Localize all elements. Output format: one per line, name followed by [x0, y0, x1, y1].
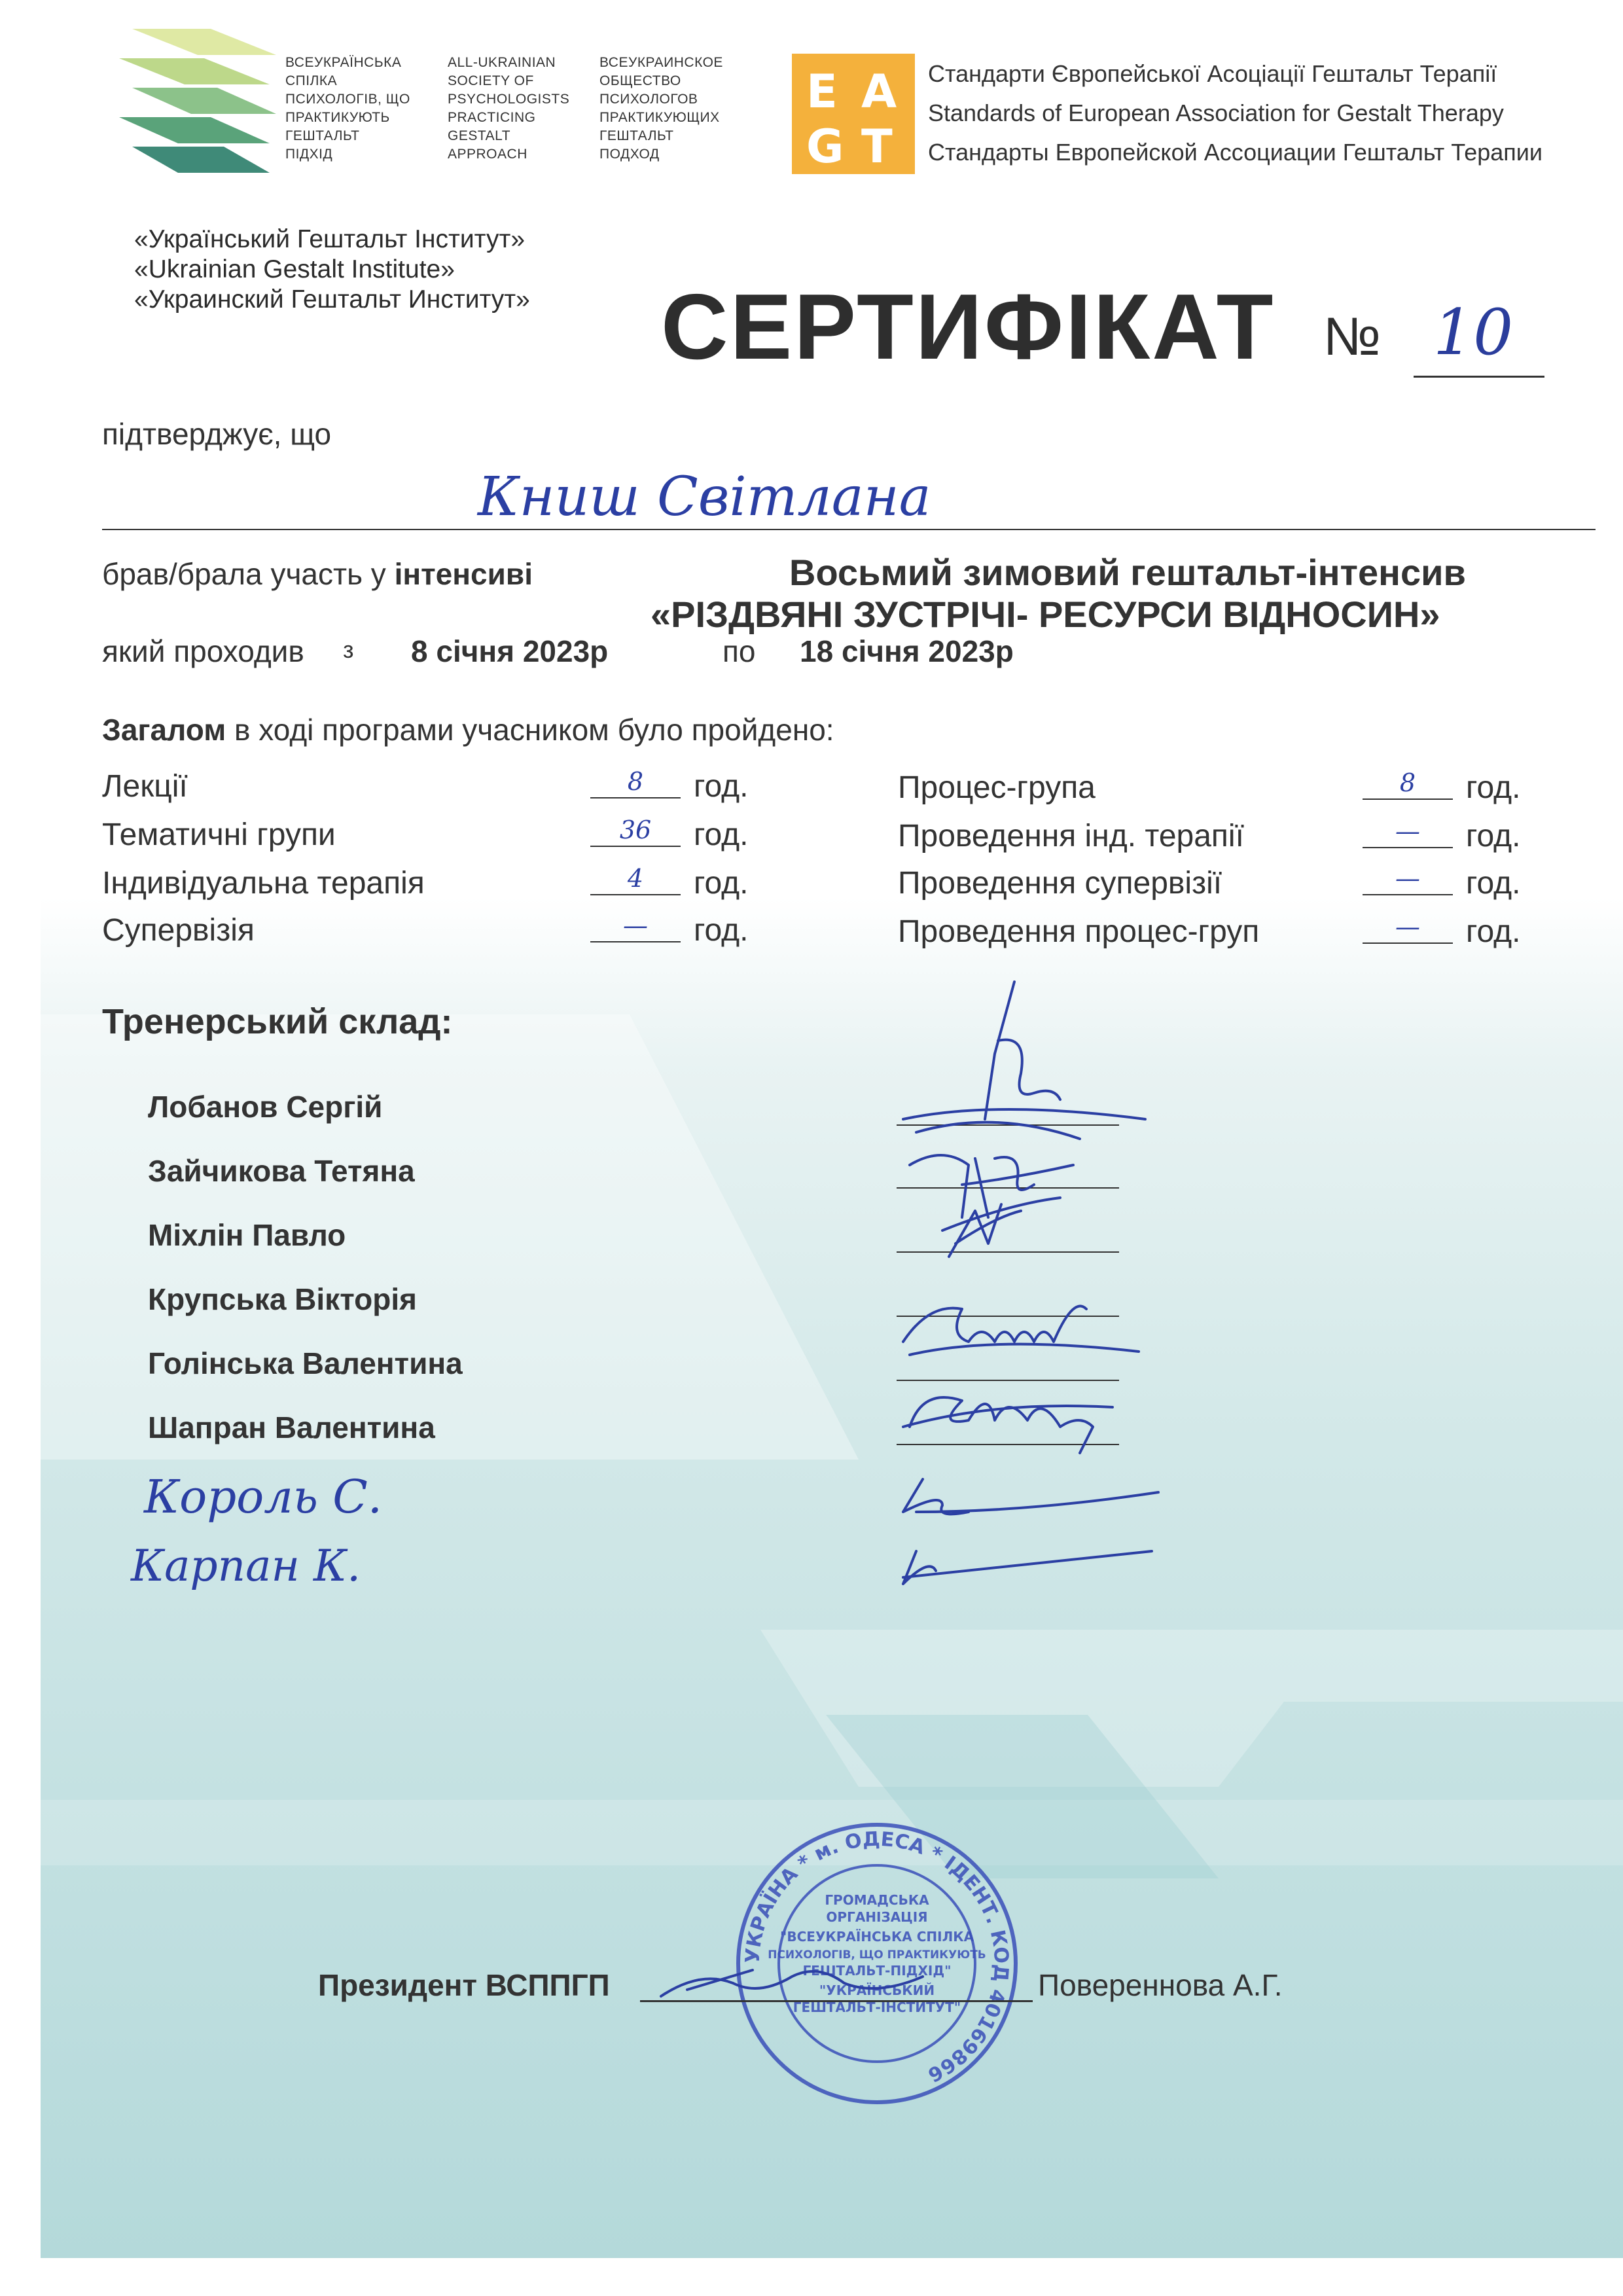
hours-value-conducting-process-groups: —	[1363, 914, 1453, 944]
trainer-name: Лобанов Сергій	[148, 1090, 383, 1124]
trainer-name: Голінська Валентина	[148, 1346, 463, 1380]
start-date: 8 січня 2023р	[411, 634, 609, 668]
hours-value-conducting-supervision: —	[1363, 865, 1453, 895]
stamp-inner-text: ГРОМАДСЬКА	[825, 1892, 929, 1908]
signature-korol	[903, 1479, 1158, 1514]
hours-unit: год.	[694, 817, 749, 852]
hours-unit: год.	[694, 913, 749, 948]
participant-name: Книш Світлана	[478, 466, 931, 528]
certificate-title: СЕРТИФІКАТ	[661, 275, 1275, 379]
hours-label-thematic-groups: Тематичні групи	[102, 817, 336, 852]
trainers-heading: Тренерський склад:	[102, 1002, 453, 1041]
event-title-line2: «РІЗДВЯНІ ЗУСТРІЧІ- РЕСУРСИ ВІДНОСИН»	[651, 594, 1440, 635]
hours-value-process-group: 8	[1363, 770, 1453, 800]
hours-label-process-group: Процес-група	[898, 770, 1096, 805]
hours-value-supervision: —	[590, 912, 681, 942]
trainer-name: Зайчикова Тетяна	[148, 1154, 415, 1188]
trainer-name: Крупська Вікторія	[148, 1282, 417, 1316]
trainer-handwritten: Карпан К.	[131, 1541, 361, 1591]
institute-name-en: «Ukrainian Gestalt Institute»	[134, 255, 455, 283]
stamp-outer-text: УКРАЇНА * м. ОДЕСА * ІДЕНТ. КОД 40169866	[741, 1827, 1013, 2087]
hours-unit: год.	[694, 769, 749, 804]
org-name-ru: ВСЕУКРАИНСКОЕ ОБЩЕСТВО ПСИХОЛОГОВ ПРАКТИКУЮЩИХ ГЕШТАЛЬТ ПОДХОД	[599, 55, 723, 162]
vsppgp-logo	[113, 29, 283, 196]
hours-label-conducting-process-groups: Проведення процес-груп	[898, 914, 1260, 949]
org-name-en: ALL-UKRAINIAN SOCIETY OF PSYCHOLOGISTS PRACTICING GESTALT APPROACH	[448, 55, 570, 162]
from-label: з	[343, 636, 354, 663]
signature-golinska	[903, 1306, 1139, 1355]
trainer-name: Шапран Валентина	[148, 1410, 435, 1444]
hours-unit: год.	[1466, 866, 1521, 901]
signature-karpan	[903, 1551, 1152, 1584]
stamp-inner-text: ПСИХОЛОГІВ, ЩО ПРАКТИКУЮТЬ	[768, 1948, 986, 1962]
eagt-letter-t: T	[861, 120, 893, 173]
signature-zaichikova	[910, 1155, 1073, 1230]
hours-unit: год.	[694, 866, 749, 901]
hours-value-individual-therapy: 4	[590, 865, 681, 895]
hours-unit: год.	[1466, 819, 1521, 853]
hours-value-conducting-ind-therapy: —	[1363, 818, 1453, 848]
certificate-number-underline	[1414, 376, 1544, 378]
trainer-signatures	[864, 969, 1165, 1597]
standards-line-en: Standards of European Association for Gestalt Therapy	[928, 99, 1504, 126]
president-signature	[648, 1950, 988, 2009]
end-date: 18 січня 2023р	[800, 634, 1014, 668]
event-title-line1: Восьмий зимовий гештальт-інтенсив	[789, 552, 1466, 593]
signature-mikhlin	[949, 1204, 1021, 1257]
held-label: який проходив	[102, 634, 304, 668]
president-label: Президент ВСППГП	[318, 1968, 610, 2002]
eagt-letter-e: E	[806, 65, 838, 118]
hours-intro: Загалом в ході програми учасником було пройдено:	[102, 713, 834, 747]
confirms-label: підтверджує, що	[102, 417, 332, 451]
hours-label-individual-therapy: Індивідуальна терапія	[102, 866, 425, 901]
eagt-letter-g: G	[806, 120, 844, 173]
hours-label-supervision: Супервізія	[102, 913, 255, 948]
org-name-ua: ВСЕУКРАЇНСЬКА СПІЛКА ПСИХОЛОГІВ, ЩО ПРАКТИКУЮТЬ ГЕШТАЛЬТ ПІДХІД	[285, 55, 410, 162]
participation-line: брав/брала участь у інтенсиві	[102, 557, 533, 591]
stamp-inner-text: ГЕШТАЛЬТ-ІНСТИТУТ"	[793, 2000, 961, 2015]
standards-line-ru: Стандарты Европейской Ассоциации Гештальт Терапии	[928, 139, 1543, 166]
certificate-number-label: №	[1323, 307, 1381, 367]
participant-name-underline	[102, 529, 1596, 530]
hours-value-lectures: 8	[590, 768, 681, 798]
president-name: Повереннова А.Г.	[1038, 1968, 1283, 2002]
signature-lobanov	[903, 982, 1145, 1139]
eagt-logo	[792, 54, 915, 174]
hours-label-conducting-supervision: Проведення супервізії	[898, 866, 1222, 901]
stamp-inner-text: "ВСЕУКРАЇНСЬКА СПІЛКА	[779, 1929, 974, 1945]
stamp-inner-text: ОРГАНІЗАЦІЯ	[826, 1909, 928, 1925]
trainer-handwritten: Король С.	[144, 1470, 383, 1524]
institute-name-ru: «Украинский Гештальт Институт»	[134, 285, 530, 314]
institute-name-ua: «Український Гештальт Інститут»	[134, 225, 526, 253]
certificate-number: 10	[1433, 296, 1514, 369]
hours-unit: год.	[1466, 770, 1521, 805]
stamp-inner-text: ГЕШТАЛЬТ-ПІДХІД"	[802, 1963, 952, 1979]
to-label: по	[722, 634, 756, 668]
stamp-inner-text: "УКРАЇНСЬКИЙ	[819, 1982, 935, 1998]
trainer-name: Міхлін Павло	[148, 1218, 346, 1252]
standards-line-ua: Стандарти Європейської Асоціації Гештальт Терапії	[928, 60, 1497, 87]
hours-unit: год.	[1466, 914, 1521, 949]
hours-label-lectures: Лекції	[102, 769, 188, 804]
hours-value-thematic-groups: 36	[590, 817, 681, 847]
eagt-letter-a: A	[861, 65, 897, 118]
hours-label-conducting-ind-therapy: Проведення інд. терапії	[898, 819, 1244, 853]
signature-shapran	[903, 1397, 1113, 1453]
